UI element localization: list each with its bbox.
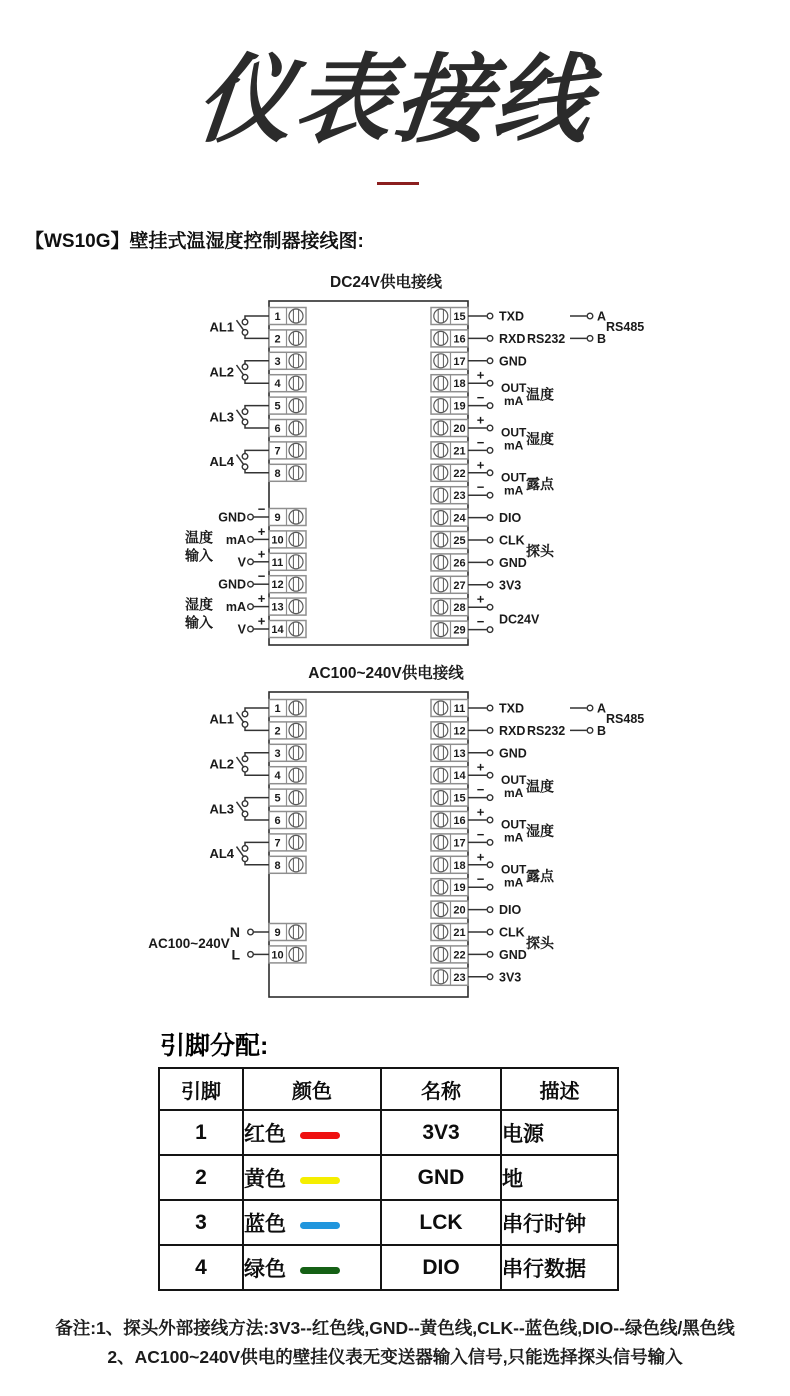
terminal-number: 26 [453,557,466,570]
terminal-25 [431,532,468,549]
polarity-sign: + [257,591,266,607]
terminal-number: 16 [453,815,466,827]
terminal-number: 9 [274,512,281,524]
signal-desc: 地 [501,1155,618,1200]
terminal-number: 12 [453,725,466,738]
wire [245,406,269,409]
terminal-number: 4 [274,770,281,783]
signal-label: TXD [499,309,524,324]
connection-dot [487,929,493,935]
terminal-number: 25 [453,535,466,547]
pin-number: 1 [159,1110,243,1155]
terminal-number: 20 [453,904,466,917]
connection-dot [487,862,493,868]
table-row [159,1155,618,1200]
terminal-number: 13 [271,601,284,614]
output-group-label: 湿度 [526,823,554,840]
connection-dot [487,884,493,890]
terminal-number: 1 [274,311,281,323]
connection-dot [242,409,248,415]
connection-dot [242,801,248,807]
connection-dot [487,470,493,476]
output-unit: mA [504,438,524,453]
terminal-12 [431,722,468,739]
connection-dot [242,319,248,325]
terminal-2 [269,330,306,347]
terminal-5 [269,789,306,806]
color-swatch [300,1222,340,1229]
output-label: OUT [501,425,527,440]
col-header-pin: 引脚 [159,1068,243,1110]
wire [245,708,269,711]
color-swatch [300,1132,340,1139]
input-group-label: 温度 [185,529,213,546]
terminal-number: 11 [271,556,284,569]
connection-dot [487,582,493,588]
terminal-number: 11 [453,703,466,715]
polarity-sign: + [476,804,485,820]
rs485-line-label: A [597,701,607,716]
terminal-3 [269,352,306,369]
terminal-number: 21 [453,927,466,939]
connection-dot [487,515,493,521]
terminal-24 [431,509,468,526]
terminal-number: 7 [274,445,281,458]
diagram-title: AC100~240V供电接线 [308,665,464,682]
terminal-4 [269,375,306,392]
terminal-6 [269,812,306,829]
output-label: OUT [501,817,527,832]
terminal-18 [431,856,468,873]
color-name: 绿色 [244,1257,286,1281]
signal-label: 3V3 [499,970,522,985]
output-unit: mA [504,785,524,800]
terminal-3 [269,744,306,761]
signal-label: DIO [499,903,522,918]
terminal-number: 2 [274,333,281,346]
connection-dot [242,364,248,370]
terminal-23 [431,487,468,504]
terminal-number: 28 [453,602,466,615]
table-row [159,1110,618,1155]
connection-dot [487,750,493,756]
connection-dot [487,380,493,386]
connection-dot [487,492,493,498]
polarity-sign: − [257,568,266,584]
diagram-1 [184,272,644,645]
signal-name: 3V3 [381,1110,501,1155]
terminal-number: 12 [271,579,284,592]
output-group-label: 湿度 [526,431,554,448]
signal-label: DIO [499,511,522,526]
terminal-17 [431,352,468,369]
connection-dot [242,846,248,852]
terminal-number: 3 [274,355,281,368]
terminal-11 [431,700,468,717]
output-unit: mA [504,393,524,408]
terminal-number: 14 [271,624,284,636]
terminal-number: 15 [453,792,466,805]
terminal-14 [269,621,306,638]
wire [245,361,269,364]
output-group-label: 温度 [526,778,554,795]
polarity-sign: − [476,871,485,887]
terminal-number: 5 [274,400,281,413]
terminal-number: 17 [453,837,466,850]
terminal-number: 1 [274,703,281,715]
connection-dot [487,358,493,364]
power-label: AC100~240V [148,936,230,952]
terminal-10 [269,531,306,548]
wire-color-cell [243,1155,381,1200]
signal-label: CLK [499,925,525,940]
signal-label: GND [499,354,527,369]
connection-dot [242,711,248,717]
terminal-number: 5 [274,792,281,805]
page-title: 仪表接线 [191,47,599,154]
color-swatch [300,1267,340,1274]
rs485-line-label: B [597,723,607,738]
wire [245,316,269,319]
connection-dot [587,313,593,319]
probe-label: 探头 [526,935,554,952]
polarity-sign: − [476,434,485,450]
input-pin-label: V [237,555,246,570]
wire [245,798,269,801]
polarity-sign: − [476,826,485,842]
pin-assignment-table [158,1067,619,1291]
connection-dot [487,705,493,711]
connection-dot [487,907,493,913]
alarm-label: AL1 [209,319,234,335]
signal-label: GND [499,555,527,570]
polarity-sign: + [257,523,266,539]
polarity-sign: + [476,457,485,473]
page-subtitle: 【WS10G】壁挂式温湿度控制器接线图: [25,231,364,252]
alarm-label: AL4 [209,846,234,862]
alarm-label: AL3 [209,409,234,425]
connection-dot [587,728,593,734]
connection-dot [487,840,493,846]
connection-dot [487,313,493,319]
terminal-11 [269,553,306,570]
input-pin-label: mA [225,600,246,615]
signal-label: GND [499,947,527,962]
connection-dot [487,403,493,409]
connection-dot [487,604,493,610]
terminal-29 [431,621,468,638]
terminal-number: 3 [274,747,281,760]
terminal-26 [431,554,468,571]
terminal-number: 13 [453,747,466,760]
terminal-13 [269,598,306,615]
terminal-20 [431,901,468,918]
output-group-label: 露点 [526,476,554,492]
probe-label: 探头 [526,543,554,560]
polarity-sign: + [476,367,485,383]
terminal-number: 20 [453,423,466,435]
col-header-name: 名称 [381,1068,501,1110]
terminal-12 [269,576,306,593]
connection-dot [248,952,254,958]
terminal-1 [269,308,306,325]
signal-label: CLK [499,533,525,548]
terminal-number: 23 [453,490,466,503]
terminal-number: 21 [453,445,466,458]
connection-dot [248,581,254,587]
wire [245,753,269,756]
rs485-line-label: A [597,309,607,324]
terminal-number: 16 [453,333,466,346]
polarity-sign: + [476,759,485,775]
bus-tag: RS232 [527,331,566,346]
terminal-number: 9 [274,927,281,939]
terminal-2 [269,722,306,739]
terminal-number: 18 [453,859,466,872]
connection-dot [242,756,248,762]
terminal-number: 6 [274,815,281,827]
wire-color-cell [243,1200,381,1245]
alarm-label: AL4 [209,454,234,470]
polarity-sign: − [476,614,485,630]
terminal-21 [431,442,468,459]
connection-dot [248,559,254,565]
wire [245,842,269,845]
terminal-number: 7 [274,837,281,850]
polarity-sign: − [476,479,485,495]
input-pin-label: GND [218,510,246,525]
terminal-18 [431,375,468,392]
signal-label: RXD [499,723,526,738]
wire [245,335,269,338]
terminal-20 [431,420,468,437]
pin-number: 4 [159,1245,243,1290]
input-pin-label: mA [225,532,246,547]
polarity-sign: + [476,849,485,865]
connection-dot [487,560,493,566]
terminal-number: 18 [453,378,466,391]
output-unit: mA [504,830,524,845]
terminal-number: 2 [274,725,281,738]
wire [245,425,269,428]
polarity-sign: − [476,782,485,798]
alarm-label: AL1 [209,711,234,727]
terminal-15 [431,308,468,325]
connection-dot [487,952,493,958]
terminal-7 [269,442,306,459]
terminal-7 [269,834,306,851]
terminal-number: 27 [453,579,466,592]
alarm-label: AL2 [209,364,234,380]
terminal-number: 24 [453,512,466,525]
wire-color-cell [243,1245,381,1290]
polarity-sign: + [476,591,485,607]
terminal-22 [431,464,468,481]
power-out-label: DC24V [499,612,540,627]
terminal-8 [269,856,306,873]
signal-desc: 电源 [501,1110,618,1155]
polarity-sign: + [257,613,266,629]
connection-dot [487,728,493,734]
rs485-label: RS485 [606,712,645,727]
connection-dot [487,817,493,823]
signal-desc: 串行数据 [501,1245,618,1290]
terminal-5 [269,397,306,414]
output-group-label: 温度 [526,386,554,403]
diagram-2 [148,663,644,997]
output-label: OUT [501,470,527,485]
terminal-13 [431,744,468,761]
signal-name: DIO [381,1245,501,1290]
polarity-sign: + [257,546,266,562]
terminal-number: 17 [453,355,466,368]
signal-name: LCK [381,1200,501,1245]
connection-dot [242,454,248,460]
terminal-8 [269,464,306,481]
polarity-sign: + [476,412,485,428]
terminal-number: 6 [274,423,281,435]
terminal-number: 4 [274,378,281,391]
wire [245,862,269,865]
wire [245,450,269,453]
output-unit: mA [504,483,524,498]
output-label: OUT [501,862,527,877]
terminal-number: 14 [453,770,466,783]
terminal-14 [431,767,468,784]
power-pin-label: N [229,924,240,940]
alarm-label: AL2 [209,756,234,772]
signal-label: 3V3 [499,578,522,593]
connection-dot [487,795,493,801]
connection-dot [487,627,493,633]
terminal-number: 10 [271,949,284,962]
wire-color-cell [243,1110,381,1155]
wire [245,727,269,730]
power-pin-label: L [231,946,240,963]
table-row [159,1200,618,1245]
connection-dot [248,537,254,543]
polarity-sign: − [476,390,485,406]
table-header-row [159,1068,618,1110]
terminal-9 [269,924,306,941]
terminal-number: 22 [453,949,466,962]
color-name: 蓝色 [244,1212,286,1236]
terminal-22 [431,946,468,963]
terminal-number: 29 [453,624,466,637]
terminal-21 [431,924,468,941]
col-header-desc: 描述 [501,1068,618,1110]
table-row [159,1245,618,1290]
terminal-19 [431,397,468,414]
note-line: 备注:1、探头外部接线方法:3V3--红色线,GND--黄色线,CLK--蓝色线,DIO--绿色线/黑色线 [55,1318,735,1338]
terminal-28 [431,599,468,616]
color-name: 红色 [244,1122,286,1146]
pin-number: 3 [159,1200,243,1245]
bus-tag: RS232 [527,723,566,738]
terminal-23 [431,968,468,985]
terminal-number: 8 [274,859,281,872]
connection-dot [248,514,254,520]
color-name: 黄色 [244,1167,286,1191]
output-group-label: 露点 [526,868,554,884]
connection-dot [487,772,493,778]
polarity-sign: − [257,501,266,517]
note-line: 2、AC100~240V供电的壁挂仪表无变送器输入信号,只能选择探头信号输入 [107,1347,683,1367]
signal-label: TXD [499,701,524,716]
connection-dot [487,448,493,454]
terminal-number: 23 [453,971,466,984]
signal-label: GND [499,746,527,761]
connection-dot [248,626,254,632]
terminal-number: 22 [453,467,466,480]
footer-notes [0,1314,790,1372]
diagram-title: DC24V供电接线 [330,274,442,291]
terminal-number: 19 [453,882,466,895]
output-unit: mA [504,875,524,890]
color-swatch [300,1177,340,1184]
connection-dot [487,425,493,431]
connection-dot [487,537,493,543]
signal-name: GND [381,1155,501,1200]
signal-label: RXD [499,331,526,346]
connection-dot [587,336,593,342]
terminal-1 [269,700,306,717]
input-group-label: 输入 [185,614,213,631]
wire [245,772,269,775]
terminal-4 [269,767,306,784]
input-pin-label: GND [218,577,246,592]
terminal-10 [269,946,306,963]
output-label: OUT [501,772,527,787]
terminal-27 [431,576,468,593]
input-group-label: 湿度 [185,596,213,613]
input-pin-label: V [237,622,246,637]
terminal-15 [431,789,468,806]
terminal-16 [431,330,468,347]
alarm-label: AL3 [209,801,234,817]
terminal-6 [269,420,306,437]
terminal-number: 15 [453,311,466,323]
wire [245,817,269,820]
terminal-number: 8 [274,467,281,480]
terminal-number: 10 [271,534,284,547]
input-group-label: 输入 [185,547,213,564]
terminal-16 [431,812,468,829]
rs485-line-label: B [597,331,607,346]
connection-dot [587,705,593,711]
pin-table-heading: 引脚分配: [160,1032,269,1060]
output-label: OUT [501,380,527,395]
terminal-17 [431,834,468,851]
pin-number: 2 [159,1155,243,1200]
wire [245,380,269,383]
terminal-19 [431,879,468,896]
connection-dot [248,929,254,935]
rs485-label: RS485 [606,320,645,335]
connection-dot [248,604,254,610]
connection-dot [487,336,493,342]
terminal-number: 19 [453,400,466,413]
col-header-color: 颜色 [243,1068,381,1110]
terminal-9 [269,509,306,526]
wire [245,470,269,473]
signal-desc: 串行时钟 [501,1200,618,1245]
connection-dot [487,974,493,980]
